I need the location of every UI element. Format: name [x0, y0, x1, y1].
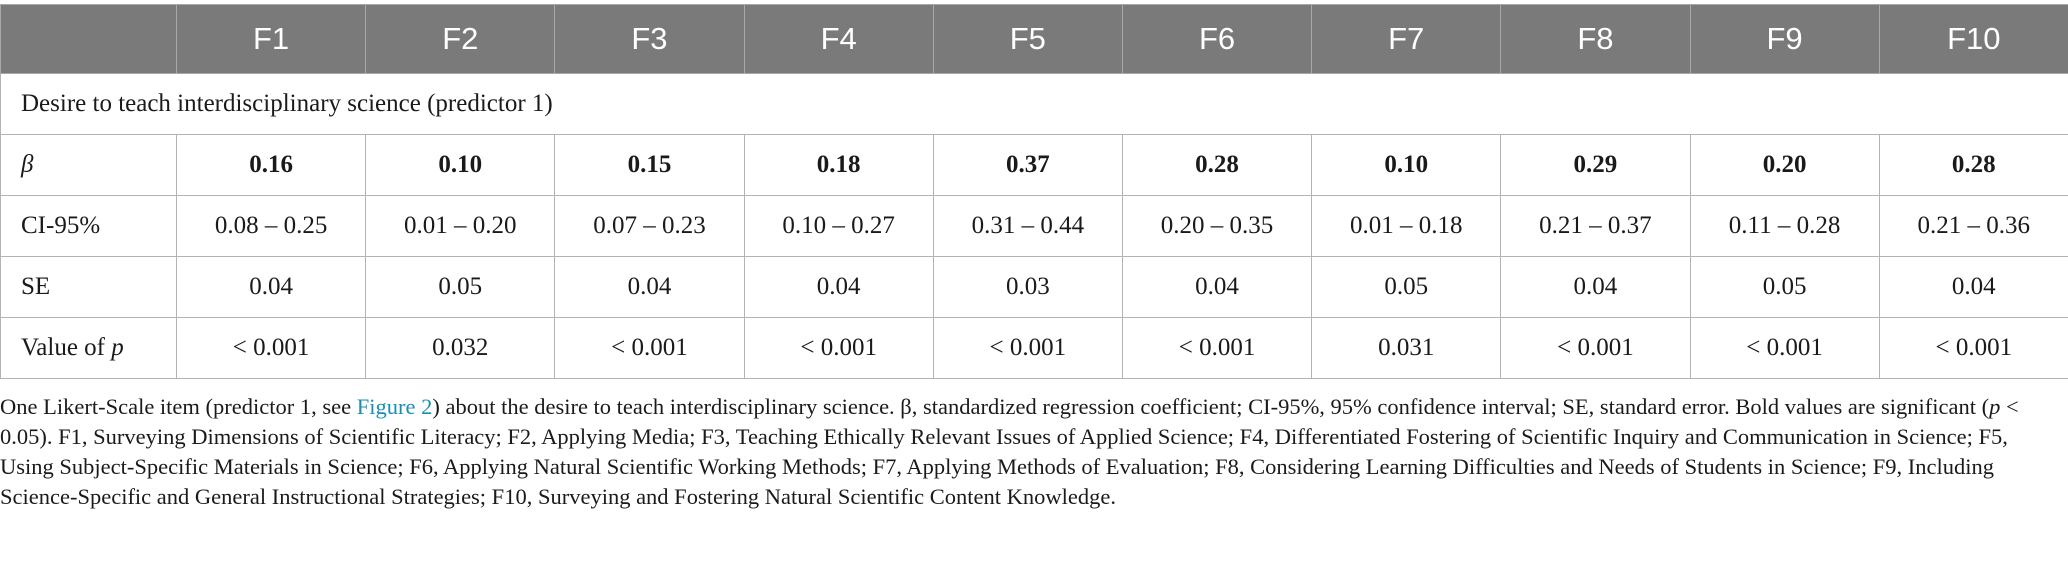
table-cell: 0.20: [1690, 135, 1879, 196]
table-cell: 0.21 – 0.37: [1501, 196, 1690, 257]
table-cell: 0.01 – 0.20: [366, 196, 555, 257]
table-cell: < 0.001: [1879, 318, 2068, 379]
results-table: [0, 4, 2068, 379]
table-cell: 0.37: [933, 135, 1122, 196]
table-cell: 0.28: [1122, 135, 1311, 196]
table-cell: 0.07 – 0.23: [555, 196, 744, 257]
table-cell: 0.01 – 0.18: [1312, 196, 1501, 257]
table-cell: 0.10: [366, 135, 555, 196]
table-cell: 0.21 – 0.36: [1879, 196, 2068, 257]
table-cell: 0.18: [744, 135, 933, 196]
table-cell: < 0.001: [555, 318, 744, 379]
row-label-p-value: [1, 318, 177, 379]
footnote-p-symbol: p: [1989, 394, 2001, 419]
header-row: [1, 5, 2068, 74]
table-cell: 0.05: [1312, 257, 1501, 318]
column-header-f6: F6: [1122, 5, 1311, 74]
column-header-f2: F2: [366, 5, 555, 74]
footnote-text-1: One Likert-Scale item (predictor 1, see: [0, 394, 357, 419]
p-symbol: p: [111, 334, 124, 361]
table-cell: 0.031: [1312, 318, 1501, 379]
table-cell: < 0.001: [1501, 318, 1690, 379]
column-header-f1: F1: [177, 5, 366, 74]
table-row-beta: [1, 135, 2068, 196]
footnote-text-2: ) about the desire to teach interdisciplinary science. β, standardized regression coefficient; CI-95%, 95% confidence interval; SE, standard error. Bold values are significant (: [432, 394, 1990, 419]
table-cell: 0.04: [177, 257, 366, 318]
table-cell: 0.10 – 0.27: [744, 196, 933, 257]
table-cell: < 0.001: [1690, 318, 1879, 379]
table-cell: 0.04: [1879, 257, 2068, 318]
table-cell: 0.31 – 0.44: [933, 196, 1122, 257]
table-cell: < 0.001: [1122, 318, 1311, 379]
section-title: Desire to teach interdisciplinary science (predictor 1): [1, 74, 2068, 135]
section-row: [1, 74, 2068, 135]
table-cell: < 0.001: [744, 318, 933, 379]
column-header-f9: F9: [1690, 5, 1879, 74]
table-cell: 0.08 – 0.25: [177, 196, 366, 257]
column-header-f7: F7: [1312, 5, 1501, 74]
table-cell: 0.04: [1122, 257, 1311, 318]
table-cell: 0.05: [366, 257, 555, 318]
table-cell: 0.04: [1501, 257, 1690, 318]
table-row-se: [1, 257, 2068, 318]
table-footnote: [0, 392, 2060, 512]
figure-2-link[interactable]: Figure 2: [356, 394, 433, 419]
table-cell: 0.03: [933, 257, 1122, 318]
table-cell: 0.20 – 0.35: [1122, 196, 1311, 257]
table-cell: 0.032: [366, 318, 555, 379]
column-header-f3: F3: [555, 5, 744, 74]
row-label-prefix: Value of: [21, 334, 112, 361]
table-cell: 0.10: [1312, 135, 1501, 196]
table-cell: < 0.001: [177, 318, 366, 379]
table-cell: < 0.001: [933, 318, 1122, 379]
table-cell: 0.05: [1690, 257, 1879, 318]
table-cell: 0.11 – 0.28: [1690, 196, 1879, 257]
table-cell: 0.16: [177, 135, 366, 196]
column-header-f10: F10: [1879, 5, 2068, 74]
table-cell: 0.04: [744, 257, 933, 318]
table-cell: 0.04: [555, 257, 744, 318]
table-cell: 0.28: [1879, 135, 2068, 196]
footnote-text-3: < 0.05). F1, Surveying Dimensions of Scientific Literacy; F2, Applying Media; F3, Teaching Ethically Relevant Issues of Applied Science; F4, Differentiated Fostering of Scientific Inquiry and Communication in Science; F5, Using Subject-Specific Materials in Science; F6, Applying Natural Scientific Working Methods; F7, Applying Methods of Evaluation; F8, Considering Learning Difficulties and Needs of Students in Science; F9, Including Science-Specific and General Instructional Strategies; F10, Surveying and Fostering Natural Scientific Content Knowledge.: [0, 394, 2019, 509]
column-header-f5: F5: [933, 5, 1122, 74]
row-label-se: SE: [1, 257, 177, 318]
table-cell: 0.29: [1501, 135, 1690, 196]
table-cell: 0.15: [555, 135, 744, 196]
row-label-ci: CI-95%: [1, 196, 177, 257]
row-label-beta: β: [1, 135, 177, 196]
column-header-f4: F4: [744, 5, 933, 74]
table-row-ci: [1, 196, 2068, 257]
header-corner-cell: [1, 5, 177, 74]
table-row-p-value: [1, 318, 2068, 379]
column-header-f8: F8: [1501, 5, 1690, 74]
